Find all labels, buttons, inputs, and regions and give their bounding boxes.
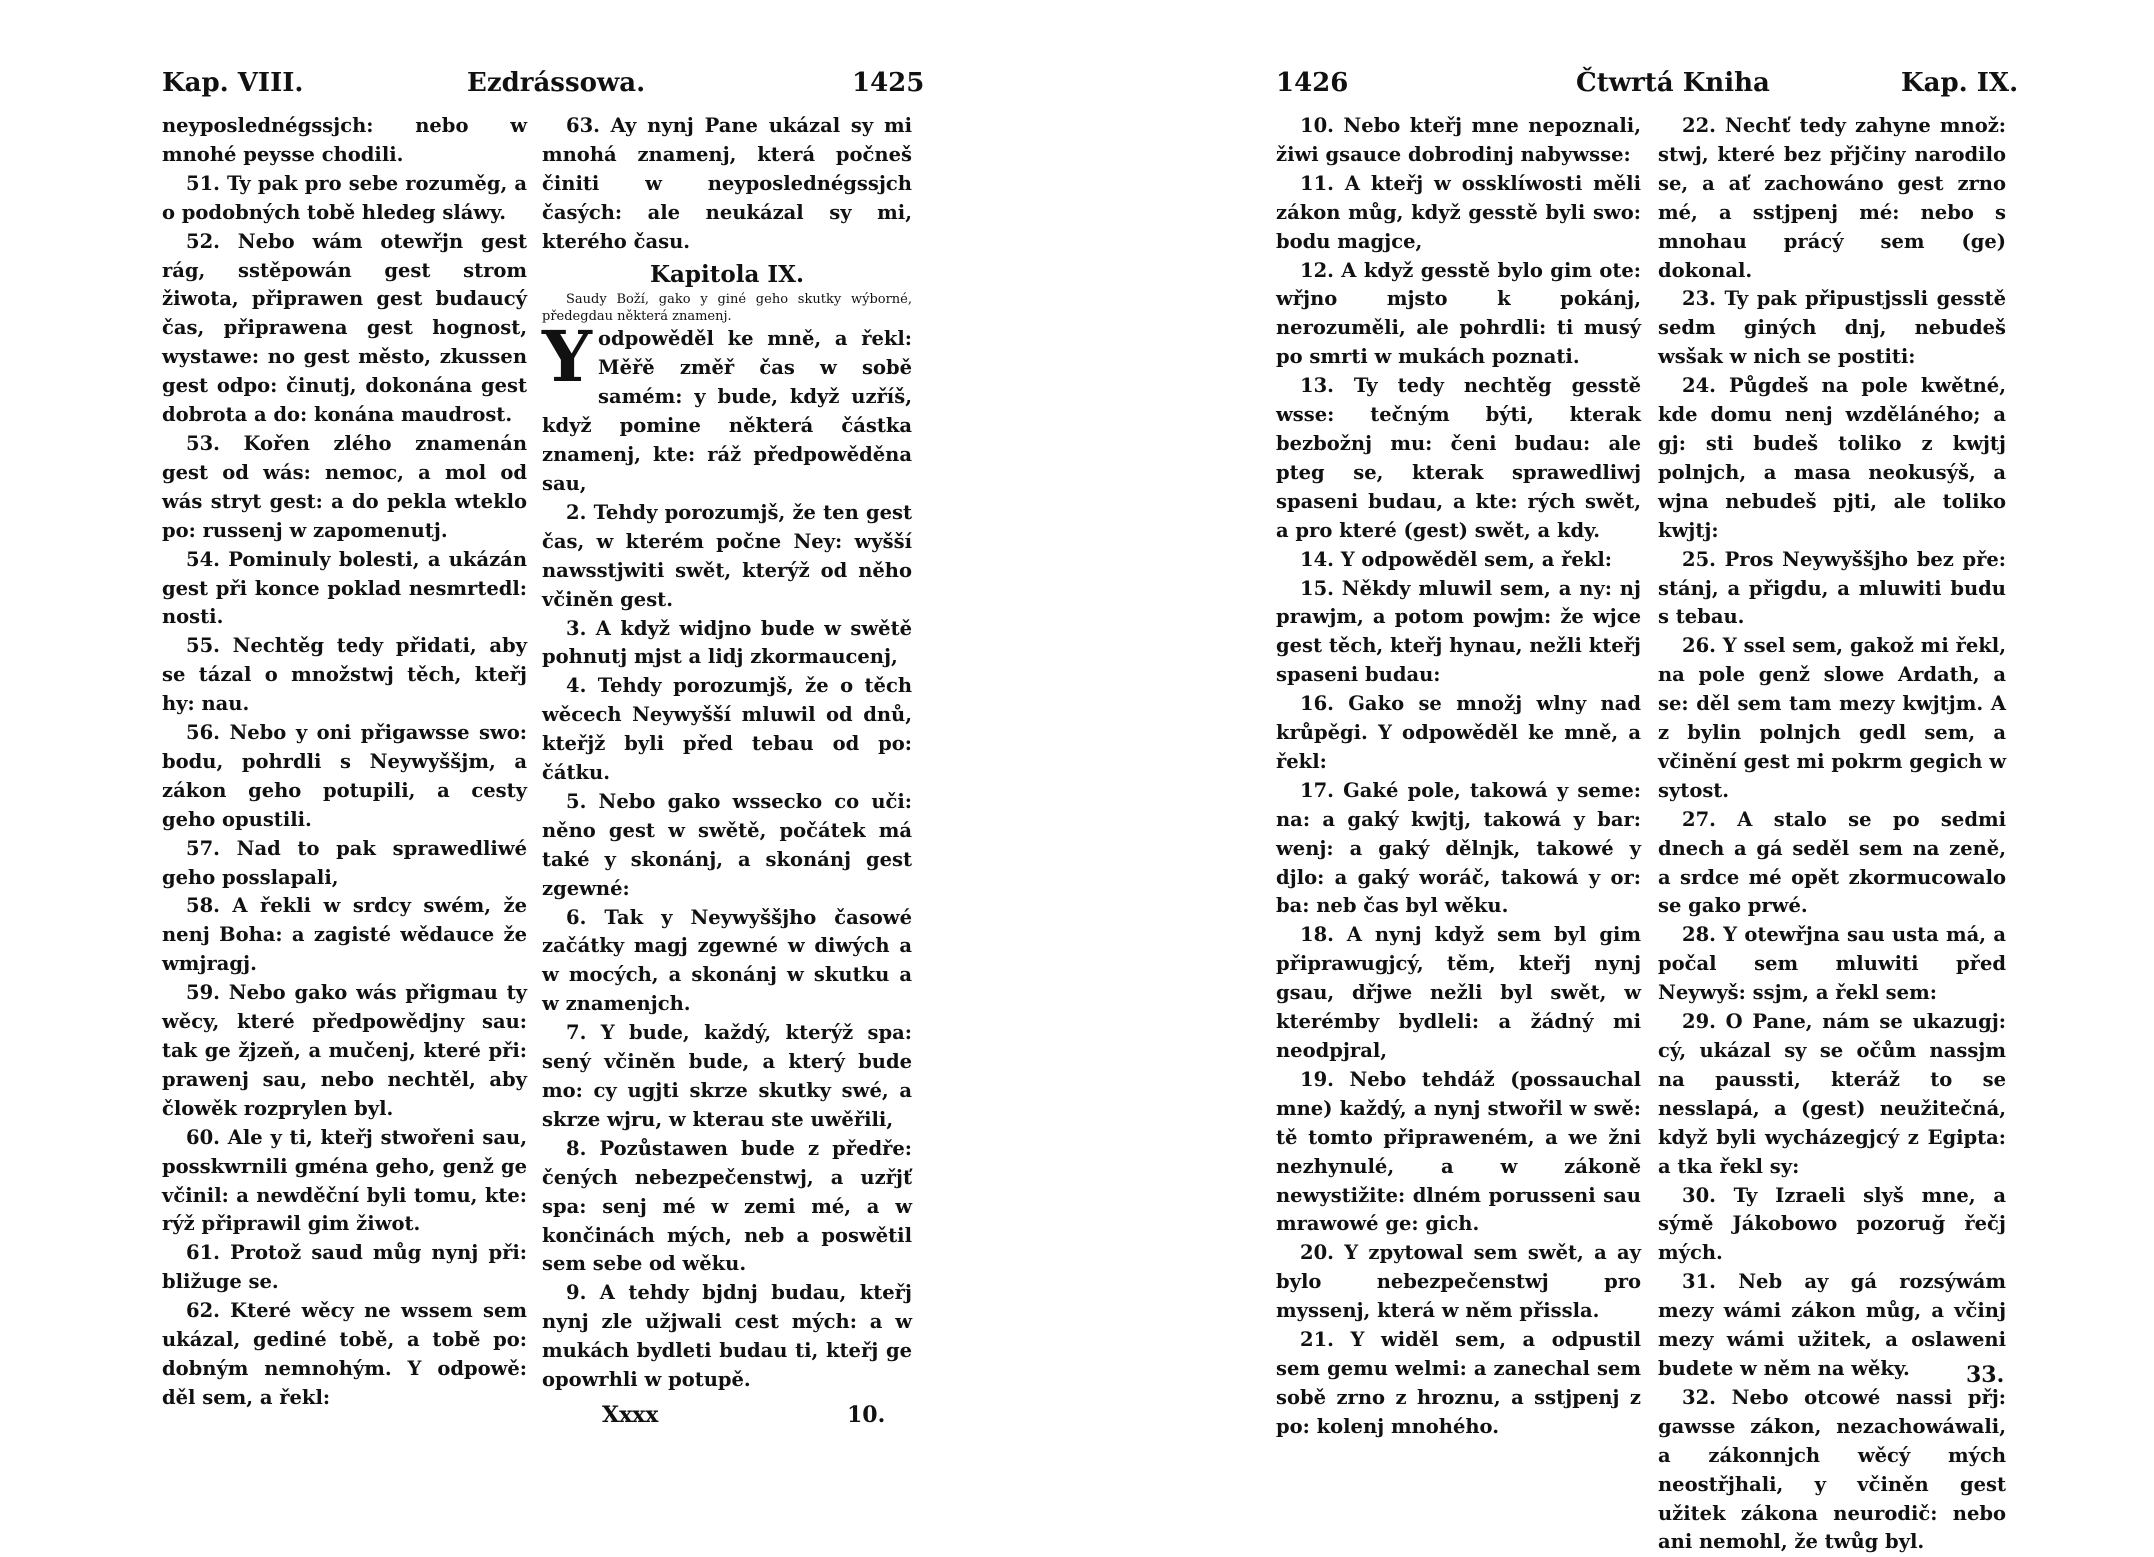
verse: 61. Protož saud můg nynj při: bližuge se.	[162, 1241, 527, 1294]
verse: 13. Ty tedy nechtěg gesstě wsse: tečným býti, kterak bezbožnj mu: čeni budau: ale pteg se, kterak sprawedliwj spaseni budau, a kte: rých swět, a pro které (gest) swět, a kdy.	[1276, 374, 1641, 542]
left-running-head	[152, 62, 925, 110]
verse: 9. A tehdy bjdnj budau, kteřj nynj zle užjwali cest mých: a w mukách bydleti budau ti, kteřj ge opowrhli w potupě.	[542, 1281, 912, 1392]
verse: 20. Y zpytowal sem swět, a ay bylo nebezpečenstwj pro myssenj, která w něm přissla.	[1276, 1241, 1641, 1323]
verse: 29. O Pane, nám se ukazugj: cý, ukázal sy se očům nassjm na paussti, kteráž to se nesslapá, a (gest) neužitečná, když byli wycházegjcý z Egipta: a tka řekl sy:	[1658, 1010, 2006, 1178]
right-running-head	[1276, 62, 2019, 110]
right-catchword: 33.	[1966, 1362, 2005, 1388]
right-chapter-label: Kap. IX.	[1901, 68, 2019, 98]
verse: 26. Y ssel sem, gakož mi řekl, na pole genž slowe Ardath, a se: děl sem tam mezy kwjtjm. A z bylin polnjch gedl sem, a včinění gest mi pokrm gegich w sytost.	[1658, 634, 2006, 802]
verse: 55. Nechtěg tedy přidati, aby se tázal o množstwj těch, kteřj hy: nau.	[162, 634, 527, 716]
left-column-1	[162, 112, 527, 1413]
verse: 31. Neb ay gá rozsýwám mezy wámi zákon můg, a včinj mezy wámi užitek, a oslaweni budete w něm na wěky.	[1658, 1270, 2006, 1380]
verse: 54. Pominuly bolesti, a ukázán gest při konce poklad nesmrtedl: nosti.	[162, 547, 527, 629]
verse: 24. Půgdeš na pole kwětné, kde domu nenj wzděláného; a gj: sti budeš toliko z kwjtj polnjch, a masa neokusýš, a wjna nebudeš pjti, ale toliko kwjtj:	[1658, 374, 2006, 542]
verse: 15. Někdy mluwil sem, a ny: nj prawjm, a potom powjm: že wjce gest těch, kteřj hynau, nežli kteřj spaseni budau:	[1276, 576, 1641, 687]
verse: 6. Tak y Neywyššjho časowé začátky magj zgewné w diwých a w mocých, a skonánj w skutku a w znamenjch.	[542, 905, 912, 1016]
verse: 4. Tehdy porozumjš, že o těch wěcech Neywyšší mluwil od dnů, kteřjž byli před tebau od po: čátku.	[542, 674, 912, 785]
verse: 62. Které wěcy ne wssem sem ukázal, gediné tobě, a tobě po: dobným nemnohým. Y odpowě: děl sem, a řekl:	[162, 1299, 527, 1409]
verse: 30. Ty Izraeli slyš mne, a sýmě Jákobowo pozoruğ řečj mých.	[1658, 1183, 2006, 1265]
verse: 60. Ale y ti, kteřj stwořeni sau, posskwrnili gména geho, genž ge včinil: a newděční byli tomu, kte: rýž připrawil gim žiwot.	[162, 1125, 527, 1236]
verse: 10. Nebo kteřj mne nepoznali, žiwi gsauce dobrodinj nabywsse:	[1276, 114, 1641, 166]
verse: 11. A kteřj w ossklíwosti měli zákon můg, když gesstě byli swo: bodu magjce,	[1276, 171, 1641, 253]
verse: 3. A když widjno bude w swětě pohnutj mjst a lidj zkormaucenj,	[542, 616, 912, 669]
verse: neyposlednégssjch: nebo w mnohé peysse chodili.	[162, 114, 527, 166]
verse: 58. A řekli w srdcy swém, že nenj Boha: a zagisté wědauce že wmjragj.	[162, 894, 527, 976]
verse: 25. Pros Neywyššjho bez pře: stánj, a přigdu, a mluwiti budu s tebau.	[1658, 547, 2006, 629]
right-book-title: Čtwrtá Kniha	[1576, 68, 1770, 98]
verse: 56. Nebo y oni přigawsse swo: bodu, pohrdli s Neywyššjm, a zákon geho potupili, a cesty geho opustili.	[162, 721, 527, 831]
chapter-summary: Saudy Boží, gako y giné geho skutky wýborné, předegdau některá znamenj.	[542, 292, 912, 325]
right-page	[1276, 62, 2019, 1554]
dropcap: Y	[542, 315, 592, 399]
left-chapter-label: Kap. VIII.	[162, 68, 304, 98]
verse: 32. Nebo otcowé nassi přj: gawsse zákon, nezachowáwali, a zákonnjch wěcý mých neostřjhali, y včiněn gest užitek zákona neurodič: nebo ani nemohl, že twůg byl.	[1658, 1385, 2006, 1554]
verse: 28. Y otewřjna sau usta má, a počal sem mluwiti před Neywyš: ssjm, a řekl sem:	[1658, 923, 2006, 1005]
verse: 63. Ay nynj Pane ukázal sy mi mnohá znamenj, která počneš činiti w neyposlednégssjch časých: ale neukázal sy mi, kterého času.	[542, 114, 912, 253]
left-catchword: 10.	[847, 1402, 886, 1428]
verse: 27. A stalo se po sedmi dnech a gá seděl sem na zeně, a srdce mé opět zkormucowalo se gako prwé.	[1658, 807, 2006, 918]
verse: 21. Y widěl sem, a odpustil sem gemu welmi: a zanechal sem sobě zrno z hroznu, a sstjpenj z po: kolenj mnohého.	[1276, 1328, 1641, 1438]
verse: 8. Pozůstawen bude z předře: čených nebezpečenstwj, a uzřjť spa: senj mé w zemi mé, a w končinách mých, neb a poswětil sem sebe od wěku.	[542, 1136, 912, 1276]
right-page-number: 1426	[1276, 68, 1349, 98]
verse: 7. Y bude, každý, kterýž spa: sený včiněn bude, a který bude mo: cy ugjti skrze skutky swé, a skrze wjru, w kterau ste uwěřili,	[542, 1021, 912, 1131]
chapter-title: Kapitola IX.	[650, 260, 804, 288]
verse: 17. Gaké pole, takowá y seme: na: a gaký kwjtj, takowá y bar: wenj: a gaký dělnjk, takowé y djlo: a gaký woráč, takowá y or: ba: neb čas byl wěku.	[1276, 778, 1641, 918]
left-book-title: Ezdrássowa.	[467, 68, 646, 98]
verse: 23. Ty pak připustjssli gesstě sedm giných dnj, nebudeš wsšak w nich se postiti:	[1658, 287, 2006, 369]
verse: 51. Ty pak pro sebe rozuměg, a o podobných tobě hledeg sláwy.	[162, 171, 527, 224]
left-page	[152, 62, 925, 1428]
verse: 52. Nebo wám otewřjn gest rág, sstěpowán gest strom žiwota, připrawen gest budaucý čas, připrawena gest hognost, wystawe: no gest město, zkussen gest odpo: činutj, dokonána gest dobrota a do: konána maudrost.	[162, 229, 527, 427]
verse: 2. Tehdy porozumjš, že ten gest čas, w kterém počne Ney: wyšší nawsstjwiti swět, kterýž od něho včiněn gest.	[542, 500, 912, 611]
left-page-number: 1425	[852, 68, 925, 98]
verse: 19. Nebo tehdáž (possauchal mne) každý, a nynj stwořil w swě: tě tomto připraweném, a we žni nezhynulé, a w zákoně newystižite: dlném porusseni sau mrawowé ge: gich.	[1276, 1067, 1641, 1236]
verse-1-text: odpowěděl ke mně, a řekl: Měřě změř čas w sobě samém: y bude, když uzříš, když pomine některá částka znamenj, kte: ráž předpowěděna sau,	[542, 327, 912, 495]
verse: 57. Nad to pak sprawedliwé geho posslapali,	[162, 836, 527, 889]
verse-1	[542, 315, 912, 498]
verse: 16. Gako se množj wlny nad krůpěgi. Y odpowěděl ke mně, a řekl:	[1276, 692, 1641, 773]
left-column-2	[542, 112, 912, 1395]
verse: 18. A nynj když sem byl gim připrawugjcý, těm, kteřj nynj gsau, dřjwe nežli byl swět, w kterémby bydleli: a žádný mi neodpjral,	[1276, 923, 1641, 1062]
verse: 59. Nebo gako wás přigmau ty wěcy, které předpowědjny sau: tak ge žjzeň, a mučenj, které při: prawenj sau, nebo nechtěl, aby člowěk rozprylen byl.	[162, 981, 527, 1120]
right-column-1	[1276, 112, 1641, 1442]
right-column-2	[1658, 112, 2006, 1557]
verse: 5. Nebo gako wssecko co uči: něno gest w swětě, počátek má také y skonánj, a skonánj gest zgewné:	[542, 789, 912, 900]
verse: 22. Nechť tedy zahyne množ: stwj, které bez přjčiny narodilo se, a ať zachowáno gest zrno mé, a sstjpenj mé: nebo s mnohau prácý sem (ge) dokonal.	[1658, 114, 2006, 282]
verse: 53. Kořen zlého znamenán gest od wás: nemoc, a mol od wás stryt gest: a do pekla wteklo po: russenj w zapomenutj.	[162, 431, 527, 542]
verse: 12. A když gesstě bylo gim ote: wřjno mjsto k pokánj, nerozuměli, ale pohrdli: ti musý po smrti w mukách poznati.	[1276, 258, 1641, 369]
verse: 14. Y odpowěděl sem, a řekl:	[1300, 547, 1612, 571]
signature-mark: Xxxx	[602, 1402, 659, 1428]
